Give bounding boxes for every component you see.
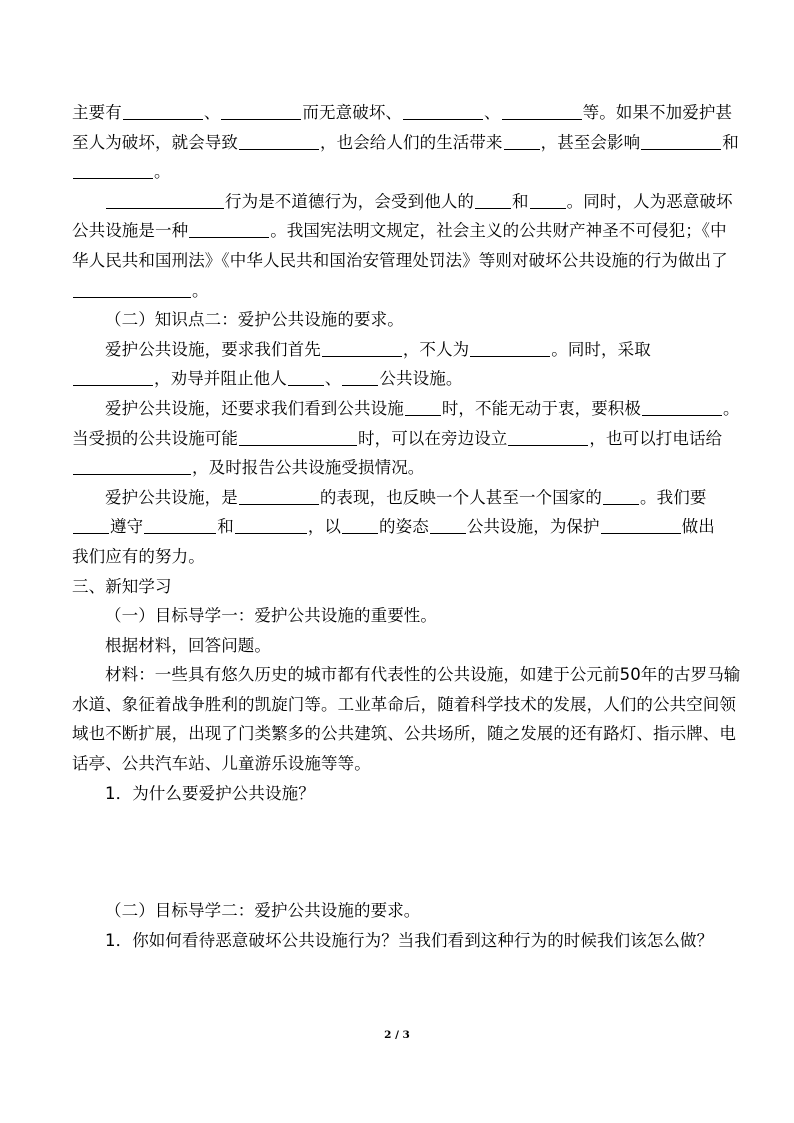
text-segment: ，以 [307,517,342,537]
text-segment: 。同时，采取 [551,339,651,359]
fill-blank[interactable] [73,162,153,179]
fill-blank[interactable] [73,517,109,534]
paragraph-line [72,187,733,217]
fill-blank[interactable] [603,488,639,505]
fill-blank[interactable] [189,221,269,238]
text-segment: ，甚至会影响 [540,132,641,152]
text-segment: 做出 [681,517,715,537]
text-segment: 爱护公共设施，是 [105,487,238,507]
goal-heading-one: （一）目标导学一：爱护公共设施的重要性。 [105,606,437,626]
fill-blank[interactable] [73,281,191,298]
knowledge-heading: （二）知识点二：爱护公共设施的要求。 [105,310,404,330]
paragraph-line [72,276,722,306]
fill-blank[interactable] [342,369,378,386]
fill-blank[interactable] [73,369,153,386]
paragraph-line [72,394,740,424]
fill-blank[interactable] [106,192,224,209]
fill-blank[interactable] [405,399,441,416]
paragraph-line [72,128,739,158]
text-segment: 公共设施是一种 [72,221,189,241]
fill-blank[interactable] [239,133,319,150]
paragraph-line [72,453,722,483]
paragraph-line [72,246,728,276]
text-segment: 当受损的公共设施可能 [72,428,238,448]
paragraph-line [72,483,722,513]
text-segment: ，及时报告公共设施受损情况。 [192,458,425,478]
paragraph-line [72,364,722,394]
text-segment: 和 [217,517,234,537]
paragraph-line [72,216,727,246]
text-segment: 遵守 [110,517,144,537]
text-segment: 、 [203,103,221,122]
fill-blank[interactable] [144,517,216,534]
text-segment: 、 [484,103,501,122]
text-segment: 而无意破坏、 [302,103,403,122]
text-segment: ，不人为 [402,339,470,359]
text-segment: 。 [723,398,740,418]
paragraph-line [72,542,722,572]
text-segment: ，也会给人们的生活带来 [320,132,503,152]
text-segment: 公共设施。 [379,369,463,389]
paragraph-line [72,512,722,542]
fill-blank[interactable] [403,103,483,120]
paragraph-line [72,424,722,454]
fill-blank[interactable] [73,458,191,475]
text-segment: 和 [512,191,529,211]
text-segment: ，劝导并阻止他人 [154,369,287,389]
text-segment: 等。如果不加爱护甚 [582,103,733,122]
instruction-text: 根据材料，回答问题。 [105,635,271,655]
text-segment: 时，不能无动于衷，要积极 [441,398,642,418]
question-two: 1．你如何看待恶意破坏公共设施行为？当我们看到这种行为的时候我们该怎么做？ [105,930,714,950]
fill-blank[interactable] [322,340,402,357]
text-segment: 。我们要 [640,487,707,507]
fill-blank[interactable] [601,517,681,534]
paragraph-line [72,98,733,128]
text-segment: 华人民共和国刑法》《中华人民共和国治安管理处罚法》等则对破坏公共设施的行为做出了 [72,250,728,270]
goal-heading-two: （二）目标导学二：爱护公共设施的要求。 [105,901,421,921]
text-segment: 和 [722,132,739,152]
fill-blank[interactable] [342,517,378,534]
fill-blank[interactable] [530,192,566,209]
text-segment: 。同时，人为恶意破坏 [566,191,733,211]
fill-blank[interactable] [235,517,307,534]
question-one: 1．为什么要爱护公共设施？ [105,783,315,803]
fill-blank[interactable] [470,340,550,357]
text-segment: 公共设施，为保护 [466,517,600,537]
text-segment: 的表现，也反映一个人甚至一个国家的 [319,487,603,507]
text-segment: 爱护公共设施，要求我们首先 [105,339,321,359]
fill-blank[interactable] [502,103,582,120]
fill-blank[interactable] [221,103,301,120]
text-segment: 时，可以在旁边设立 [358,428,508,448]
paragraph-line [72,157,722,187]
fill-blank[interactable] [239,429,357,446]
fill-blank[interactable] [475,192,511,209]
fill-blank[interactable] [642,399,722,416]
material-text: 域也不断扩展，出现了门类繁多的公共建筑、公共场所，随之发展的还有路灯、指示牌、电 [72,724,736,744]
text-segment: 。 [192,280,209,300]
text-segment: 。 [154,162,171,182]
fill-blank[interactable] [430,517,466,534]
material-text: 水道、象征着战争胜利的凯旋门等。工业革命后，随着科学技术的发展，人们的公共空间领 [72,694,736,714]
material-text: 话亭、公共汽车站、儿童游乐设施等等。 [72,754,371,774]
section-title: 三、新知学习 [72,576,172,596]
text-segment: 行为是不道德行为，会受到他人的 [225,191,474,211]
text-segment: ，也可以打电话给 [589,428,723,448]
fill-blank[interactable] [288,369,324,386]
fill-blank[interactable] [239,488,319,505]
document-body [72,98,741,955]
page-number: 2 / 3 [384,1029,410,1041]
fill-blank[interactable] [504,133,540,150]
answer-space[interactable] [72,808,722,896]
fill-blank[interactable] [641,133,721,150]
text-segment: 爱护公共设施，还要求我们看到公共设施 [105,398,404,418]
text-segment: 主要有 [72,103,122,122]
text-segment: 至人为破坏，就会导致 [72,132,238,152]
fill-blank[interactable] [123,103,203,120]
text-segment: 、 [324,369,342,389]
material-text: 材料：一些具有悠久历史的城市都有代表性的公共设施，如建于公元前50年的古罗马输 [105,665,741,685]
text-segment: 的姿态 [379,517,429,537]
paragraph-line [72,335,722,365]
text-segment: 。我国宪法明文规定，社会主义的公共财产神圣不可侵犯；《中 [270,221,727,241]
text-segment: 我们应有的努力。 [72,546,205,566]
fill-blank[interactable] [508,429,588,446]
